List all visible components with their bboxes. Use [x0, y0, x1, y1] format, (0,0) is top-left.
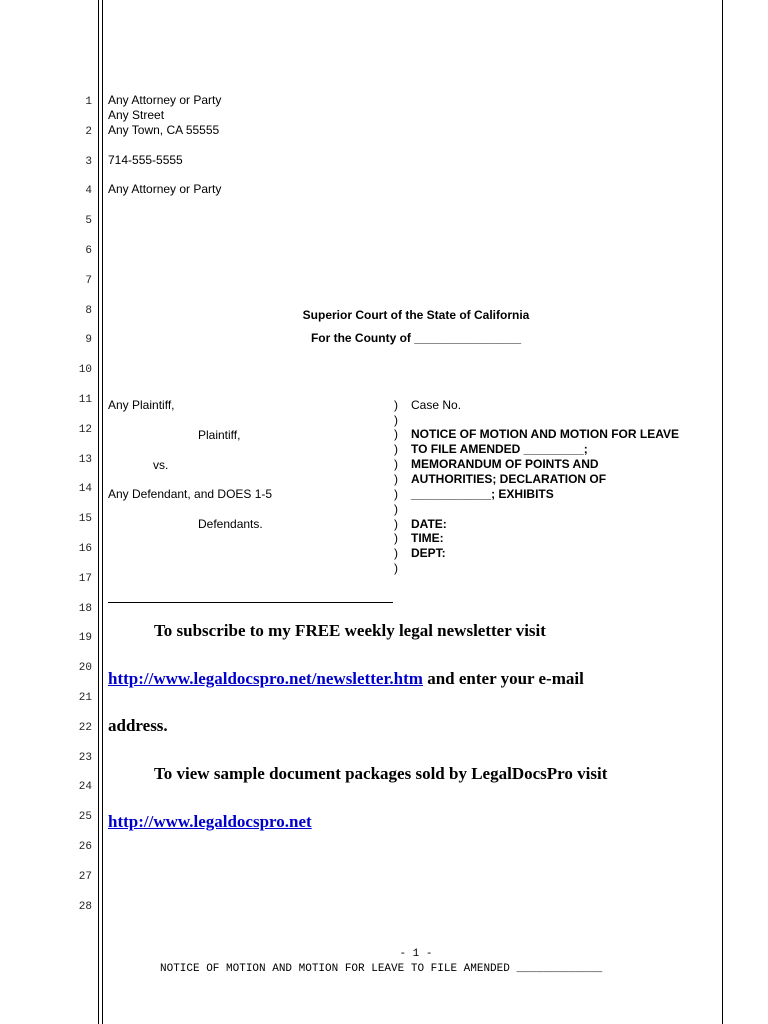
attorney-city: Any Town, CA 55555	[108, 123, 220, 137]
line-number: 4	[85, 185, 92, 198]
caption-paren: )	[394, 427, 398, 441]
line-number: 23	[78, 751, 92, 764]
line-number: 14	[78, 483, 92, 496]
line-number: 15	[78, 513, 92, 526]
hearing-dept: DEPT:	[411, 546, 446, 560]
line-number: 20	[78, 662, 92, 675]
right-margin-rule	[722, 0, 723, 1024]
line-number: 9	[85, 334, 92, 347]
plaintiff-name: Any Plaintiff,	[108, 398, 175, 412]
caption-paren: )	[394, 442, 398, 456]
line-number: 7	[85, 274, 92, 287]
attorney-for: Any Attorney or Party	[108, 182, 222, 196]
line-number: 11	[78, 394, 92, 406]
line-number: 5	[85, 215, 92, 228]
line-number: 13	[78, 453, 92, 466]
case-number: Case No.	[411, 398, 462, 412]
line-number: 18	[78, 602, 92, 615]
caption-underline	[108, 602, 393, 603]
footer-title: NOTICE OF MOTION AND MOTION FOR LEAVE TO FILE AMENDED _____________	[160, 963, 603, 975]
left-margin-rule-outer	[98, 0, 99, 1024]
line-number: 10	[78, 364, 92, 377]
caption-paren: )	[394, 502, 398, 516]
hearing-time: TIME:	[411, 531, 444, 545]
attorney-phone: 714-555-5555	[108, 153, 183, 167]
caption-paren: )	[394, 472, 398, 486]
line-number: 25	[78, 811, 92, 824]
samples-paragraph: To view sample document packages sold by LegalDocsPro visit	[154, 764, 608, 783]
line-number: 16	[78, 543, 92, 555]
caption-paren: )	[394, 398, 398, 412]
attorney-street: Any Street	[108, 108, 165, 122]
document-title-line-5: ____________; EXHIBITS	[411, 487, 554, 501]
line-number: 26	[78, 841, 92, 853]
caption-paren: )	[394, 517, 398, 531]
line-number: 27	[78, 870, 92, 883]
newsletter-paragraph: To subscribe to my FREE weekly legal newsletter visit	[154, 621, 546, 640]
line-number: 17	[78, 572, 92, 585]
plaintiff-role: Plaintiff,	[198, 428, 241, 442]
court-name: Superior Court of the State of California	[302, 308, 530, 322]
line-number: 6	[85, 245, 92, 257]
hearing-date: DATE:	[411, 517, 447, 531]
line-number: 22	[78, 721, 92, 734]
newsletter-paragraph-cont: and enter your e-mail	[422, 669, 584, 688]
document-title-line-2: TO FILE AMENDED _________;	[411, 442, 588, 456]
attorney-name: Any Attorney or Party	[108, 93, 222, 107]
samples-link[interactable]: http://www.legaldocspro.net	[108, 812, 312, 831]
caption-paren: )	[394, 457, 398, 471]
defendant-role: Defendants.	[198, 517, 263, 531]
newsletter-link[interactable]: http://www.legaldocspro.net/newsletter.htm	[108, 669, 423, 688]
line-number: 2	[85, 125, 92, 138]
caption-paren: )	[394, 531, 398, 545]
caption-paren: )	[394, 561, 398, 575]
newsletter-paragraph-end: address.	[108, 716, 168, 735]
line-number: 21	[78, 692, 92, 704]
document-title-line-1: NOTICE OF MOTION AND MOTION FOR LEAVE	[411, 427, 679, 441]
document-title-line-4: AUTHORITIES; DECLARATION OF	[411, 472, 607, 486]
line-number: 24	[78, 781, 92, 794]
line-number: 1	[85, 96, 92, 108]
line-number: 28	[78, 900, 92, 913]
line-number: 19	[78, 632, 92, 645]
page-number: - 1 -	[399, 948, 433, 960]
document-title-line-3: MEMORANDUM OF POINTS AND	[411, 457, 599, 471]
samples-link-line	[108, 812, 312, 832]
line-number: 3	[85, 155, 92, 168]
line-number: 12	[78, 423, 92, 436]
defendant-name: Any Defendant, and DOES 1-5	[108, 487, 273, 501]
newsletter-link-line	[108, 669, 584, 689]
caption-paren: )	[394, 487, 398, 501]
caption-paren: )	[394, 413, 398, 427]
line-number: 8	[85, 304, 92, 317]
versus: vs.	[153, 458, 169, 472]
caption-paren: )	[394, 546, 398, 560]
court-county: For the County of ________________	[310, 331, 522, 345]
left-margin-rule-inner	[102, 0, 103, 1024]
